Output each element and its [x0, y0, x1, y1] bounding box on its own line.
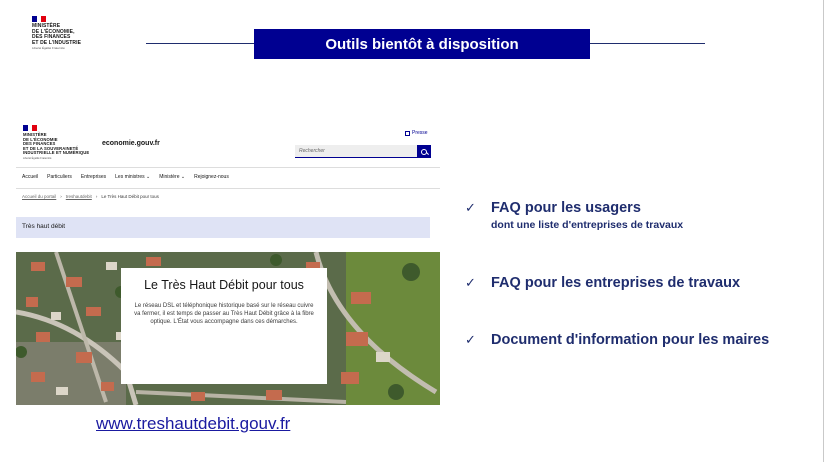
- presse-link[interactable]: [405, 130, 428, 136]
- nav-item-entreprises[interactable]: Entreprises: [80, 174, 107, 180]
- logo-motto: Liberté Égalité Fraternité: [32, 46, 65, 51]
- search-icon: [421, 149, 427, 155]
- divider: [16, 188, 440, 189]
- breadcrumb: [22, 194, 159, 199]
- section-title: Très haut débit: [16, 217, 430, 238]
- site-logo-line: MINISTÈRE: [23, 132, 47, 137]
- item-label: Document d'information pour les maires: [491, 332, 770, 348]
- breadcrumb-current: Le Très Haut Débit pour tous: [101, 194, 159, 199]
- item-label: FAQ pour les usagers: [491, 200, 641, 216]
- hero-banner: [16, 252, 440, 405]
- site-logo-line: DE L'ÉCONOMIE: [23, 136, 58, 142]
- nav-item-ministres[interactable]: Les ministres ⌄: [115, 174, 150, 180]
- logo-line: DE L'ÉCONOMIE,: [32, 28, 75, 35]
- site-nav: [22, 174, 229, 180]
- item-sub-label: dont une liste d'entreprises de travaux: [491, 219, 684, 231]
- breadcrumb-item[interactable]: Accueil du portail: [22, 194, 57, 199]
- hero-card: [121, 268, 327, 384]
- nav-item-particuliers[interactable]: Particuliers: [47, 174, 72, 180]
- ministry-logo: [32, 16, 102, 51]
- site-domain[interactable]: economie.gouv.fr: [102, 140, 160, 147]
- site-logo-line: INDUSTRIELLE ET NUMÉRIQUE: [23, 150, 90, 156]
- checkmark-icon: ✓: [465, 332, 476, 347]
- item-label: FAQ pour les entreprises de travaux: [491, 275, 741, 291]
- list-item: [465, 200, 683, 231]
- presse-label: Presse: [412, 130, 428, 136]
- logo-line: MINISTÈRE: [32, 23, 61, 29]
- divider: [16, 167, 440, 168]
- chevron-right-icon: ›: [60, 194, 62, 199]
- chevron-right-icon: ›: [95, 194, 98, 199]
- site-logo-line: ET DE LA SOUVERAINETÉ: [23, 145, 79, 151]
- logo-line: ET DE L'INDUSTRIE: [32, 39, 82, 46]
- title-rule-right: [590, 43, 705, 44]
- list-item: [465, 275, 740, 291]
- site-logo[interactable]: [23, 125, 93, 160]
- checkmark-icon: ✓: [465, 200, 476, 215]
- site-header: [16, 120, 440, 165]
- nav-item-rejoignez[interactable]: Rejoignez-nous: [194, 174, 229, 180]
- nav-item-ministere[interactable]: Ministère ⌄: [159, 174, 185, 180]
- slide-border: [823, 0, 824, 462]
- search-button[interactable]: [417, 145, 431, 158]
- hero-title: Le Très Haut Débit pour tous: [144, 278, 304, 292]
- nav-item-accueil[interactable]: Accueil: [22, 174, 39, 180]
- website-url-link[interactable]: www.treshautdebit.gouv.fr: [96, 414, 291, 433]
- title-rule-left: [146, 43, 254, 44]
- site-logo-line: DES FINANCES: [23, 141, 56, 147]
- slide-title: Outils bientôt à disposition: [254, 29, 590, 59]
- website-screenshot: [16, 120, 440, 405]
- hero-text: Le réseau DSL et téléphonique historique basé sur le réseau cuivre va fermer, il est temps de passer au Très Haut Débit grâce à la fibre optique. L'État vous accompagne dans ces démarches.: [134, 303, 314, 326]
- marianne-flag-icon: [32, 16, 46, 22]
- logo-line: DES FINANCES: [32, 34, 71, 41]
- newspaper-icon: [405, 131, 410, 136]
- search-input[interactable]: Rechercher: [295, 145, 417, 158]
- marianne-flag-icon: [23, 125, 37, 131]
- list-item: [465, 332, 769, 348]
- site-logo-motto: Liberté Égalité Fraternité: [23, 156, 52, 160]
- checkmark-icon: ✓: [465, 275, 476, 290]
- breadcrumb-item[interactable]: treshautdebit: [65, 194, 92, 199]
